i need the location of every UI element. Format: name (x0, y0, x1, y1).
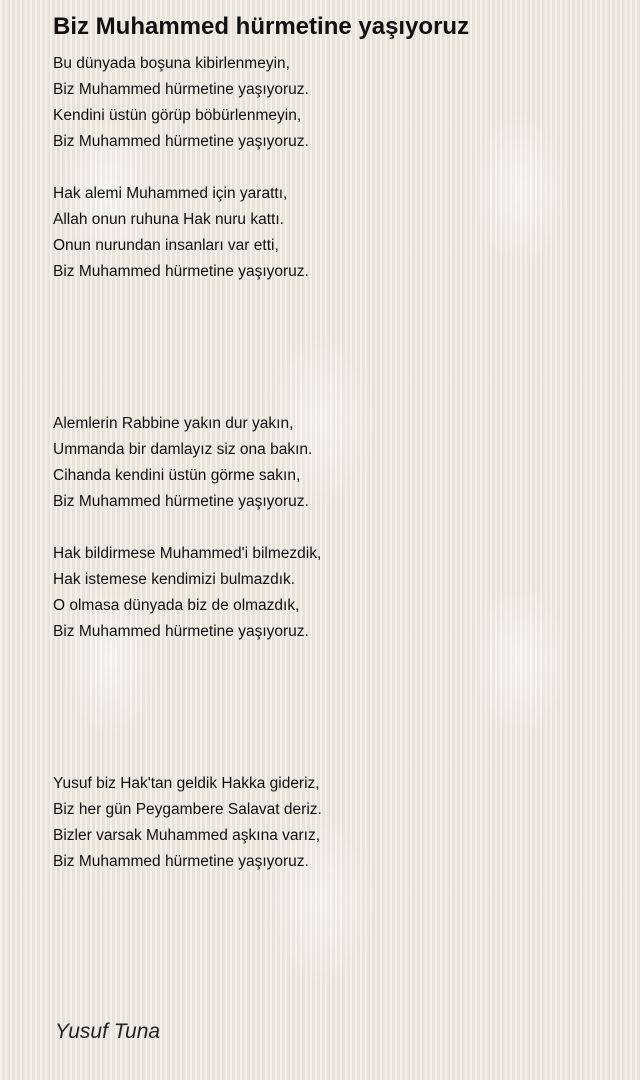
verse-line: Bu dünyada boşuna kibirlenmeyin, (53, 55, 290, 72)
verse-line: Allah onun ruhuna Hak nuru kattı. (53, 211, 284, 228)
verse-line: Biz Muhammed hürmetine yaşıyoruz. (53, 493, 309, 510)
verse-line: Biz Muhammed hürmetine yaşıyoruz. (53, 263, 309, 280)
verse-line: Hak bildirmese Muhammed'i bilmezdik, (53, 545, 322, 562)
verse-line: O olmasa dünyada biz de olmazdık, (53, 597, 300, 614)
verse-line: Alemlerin Rabbine yakın dur yakın, (53, 415, 294, 432)
stanza-1 (53, 51, 613, 155)
author-name: Yusuf Tuna (55, 1020, 161, 1043)
verse-line: Hak alemi Muhammed için yarattı, (53, 185, 288, 202)
stanza-5 (53, 771, 613, 875)
verse-line: Bizler varsak Muhammed aşkına varız, (53, 827, 321, 844)
verse-line: Biz Muhammed hürmetine yaşıyoruz. (53, 81, 309, 98)
verse-line: Yusuf biz Hak'tan geldik Hakka gideriz, (53, 775, 320, 792)
verse-line: Onun nurundan insanları var etti, (53, 237, 279, 254)
verse-line: Biz her gün Peygambere Salavat deriz. (53, 801, 322, 818)
poem-title: Biz Muhammed hürmetine yaşıyoruz (53, 13, 470, 40)
verse-line: Ummanda bir damlayız siz ona bakın. (53, 441, 313, 458)
verse-line: Biz Muhammed hürmetine yaşıyoruz. (53, 623, 309, 640)
stanza-2 (53, 181, 613, 285)
verse-line: Biz Muhammed hürmetine yaşıyoruz. (53, 853, 309, 870)
verse-line: Cihanda kendini üstün görme sakın, (53, 467, 301, 484)
verse-line: Kendini üstün görüp böbürlenmeyin, (53, 107, 302, 124)
verse-line: Biz Muhammed hürmetine yaşıyoruz. (53, 133, 309, 150)
stanza-4 (53, 541, 613, 645)
verse-line: Hak istemese kendimizi bulmazdık. (53, 571, 296, 588)
stanza-3 (53, 411, 613, 515)
